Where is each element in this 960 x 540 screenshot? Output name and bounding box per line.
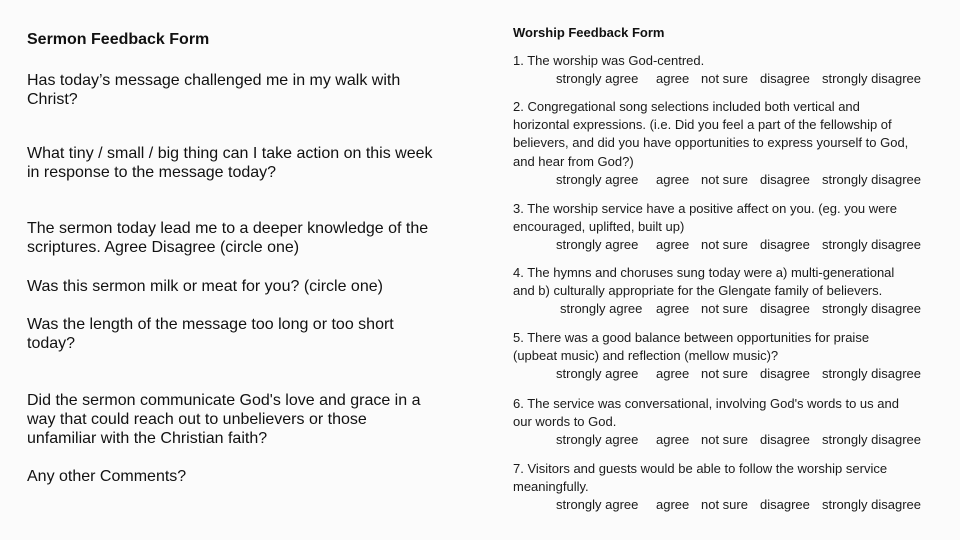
worship-q3-option-strongly-agree[interactable]: strongly agree: [556, 237, 639, 253]
worship-question-6-line: our words to God.: [513, 414, 617, 430]
worship-q5-option-strongly-disagree[interactable]: strongly disagree: [822, 366, 921, 382]
worship-q6-option-not-sure[interactable]: not sure: [701, 432, 748, 448]
worship-q7-option-disagree[interactable]: disagree: [760, 497, 810, 513]
worship-q1-option-strongly-agree[interactable]: strongly agree: [556, 71, 639, 87]
worship-q1-option-strongly-disagree[interactable]: strongly disagree: [822, 71, 921, 87]
worship-q7-option-strongly-disagree[interactable]: strongly disagree: [822, 497, 921, 513]
worship-question-3-line: encouraged, uplifted, built up): [513, 219, 685, 235]
worship-q2-option-not-sure[interactable]: not sure: [701, 171, 748, 187]
worship-question-5-line: 5. There was a good balance between opportunities for praise: [513, 330, 870, 345]
sermon-question-6-line: unfamiliar with the Christian faith?: [27, 430, 268, 447]
worship-question-2-line: believers, and did you have opportunities to express yourself to God,: [513, 135, 909, 151]
worship-q6-option-strongly-disagree[interactable]: strongly disagree: [822, 432, 921, 448]
worship-q6-option-strongly-agree[interactable]: strongly agree: [556, 432, 639, 448]
sermon-question-6-line: way that could reach out to unbelievers or those: [27, 411, 367, 428]
sermon-question-3-line: scriptures. Agree Disagree (circle one): [27, 239, 300, 256]
worship-q6-option-disagree[interactable]: disagree: [760, 432, 810, 448]
worship-q1-option-not-sure[interactable]: not sure: [701, 71, 748, 87]
worship-q3-option-strongly-disagree[interactable]: strongly disagree: [822, 237, 921, 253]
worship-q2-option-strongly-disagree[interactable]: strongly disagree: [822, 171, 921, 187]
sermon-question-2-line: What tiny / small / big thing can I take action on this week: [27, 145, 433, 162]
worship-q5-option-strongly-agree[interactable]: strongly agree: [556, 366, 639, 382]
worship-question-2-line: and hear from God?): [513, 153, 634, 169]
sermon-question-7-line: Any other Comments?: [27, 468, 187, 485]
worship-question-7-line: 7. Visitors and guests would be able to follow the worship service: [513, 461, 888, 476]
worship-q3-option-disagree[interactable]: disagree: [760, 237, 810, 253]
worship-q2-option-strongly-agree[interactable]: strongly agree: [556, 171, 639, 187]
worship-q1-option-agree[interactable]: agree: [656, 71, 690, 87]
worship-q2-option-agree[interactable]: agree: [656, 171, 690, 187]
worship-question-7-line: meaningfully.: [513, 479, 589, 495]
sermon-question-4-line: Was this sermon milk or meat for you? (circle one): [27, 278, 383, 295]
sermon-question-2-line: in response to the message today?: [27, 164, 277, 181]
sermon-question-1-line: Has today’s message challenged me in my walk with: [27, 72, 401, 89]
worship-question-3-line: 3. The worship service have a positive affect on you. (eg. you were: [513, 201, 897, 216]
sermon-question-6-line: Did the sermon communicate God's love and grace in a: [27, 392, 421, 409]
worship-question-5-line: (upbeat music) and reflection (mellow music)?: [513, 348, 779, 364]
worship-q7-option-strongly-agree[interactable]: strongly agree: [556, 497, 639, 513]
worship-q1-option-disagree[interactable]: disagree: [760, 71, 810, 87]
worship-question-2-line: 2. Congregational song selections included both vertical and: [513, 99, 860, 114]
worship-question-1-line: 1. The worship was God-centred.: [513, 53, 705, 68]
worship-question-6-line: 6. The service was conversational, involving God's words to us and: [513, 396, 899, 411]
worship-q4-option-agree[interactable]: agree: [656, 301, 690, 317]
worship-q2-option-disagree[interactable]: disagree: [760, 171, 810, 187]
worship-q7-option-agree[interactable]: agree: [656, 497, 690, 513]
worship-q7-option-not-sure[interactable]: not sure: [701, 497, 748, 513]
worship-q5-option-agree[interactable]: agree: [656, 366, 690, 382]
worship-q5-option-disagree[interactable]: disagree: [760, 366, 810, 382]
sermon-question-1-line: Christ?: [27, 91, 78, 108]
worship-q3-option-not-sure[interactable]: not sure: [701, 237, 748, 253]
worship-question-4-line: and b) culturally appropriate for the Glengate family of believers.: [513, 283, 883, 299]
worship-q3-option-agree[interactable]: agree: [656, 237, 690, 253]
sermon-question-5-line: Was the length of the message too long or too short: [27, 316, 394, 333]
worship-q6-option-agree[interactable]: agree: [656, 432, 690, 448]
sermon-form-title: Sermon Feedback Form: [27, 31, 210, 48]
sermon-question-3-line: The sermon today lead me to a deeper knowledge of the: [27, 220, 429, 237]
sermon-question-5-line: today?: [27, 335, 76, 352]
worship-q4-option-strongly-agree[interactable]: strongly agree: [560, 301, 643, 317]
worship-q4-option-not-sure[interactable]: not sure: [701, 301, 748, 317]
worship-q5-option-not-sure[interactable]: not sure: [701, 366, 748, 382]
worship-question-2-line: horizontal expressions. (i.e. Did you feel a part of the fellowship of: [513, 117, 892, 133]
worship-form-title: Worship Feedback Form: [513, 25, 665, 40]
worship-q4-option-disagree[interactable]: disagree: [760, 301, 810, 317]
worship-q4-option-strongly-disagree[interactable]: strongly disagree: [822, 301, 921, 317]
worship-question-4-line: 4. The hymns and choruses sung today were a) multi-generational: [513, 265, 895, 280]
